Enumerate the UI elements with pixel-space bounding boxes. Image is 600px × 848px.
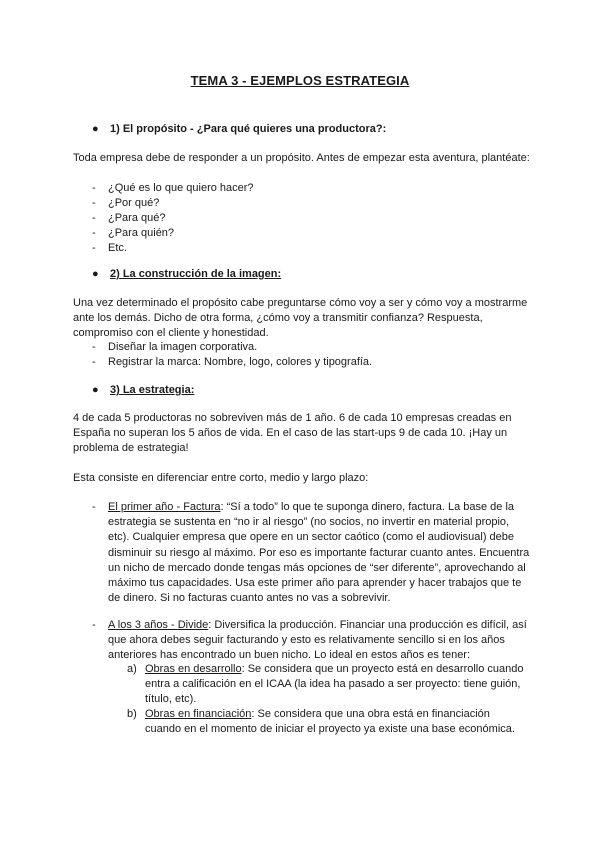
bullet-icon: ●: [92, 268, 99, 280]
section-2-intro: Una vez determinado el propósito cabe preguntarse cómo voy a ser y cómo voy a mostrarme ante los demás. Dicho de otra forma, ¿cómo voy a transmitir confianza? Respuesta, compromiso con el cliente y honestidad.: [73, 297, 528, 340]
sub-item-label: Obras en desarrollo: [145, 663, 242, 675]
list-item: - Registrar la marca: Nombre, logo, colores y tipografía.: [92, 356, 373, 368]
sub-item-label: Obras en financiación: [145, 708, 252, 720]
list-item: - Etc.: [92, 242, 127, 254]
list-item: - ¿Para quién?: [92, 227, 175, 239]
document-title: TEMA 3 - EJEMPLOS ESTRATEGIA: [190, 73, 410, 88]
section-1-intro: Toda empresa debe de responder a un propósito. Antes de empezar esta aventura, plantéate:: [73, 152, 530, 164]
section-3-paragraph-2: Esta consiste en diferenciar entre corto, medio y largo plazo:: [73, 472, 369, 484]
section-3-paragraph-1: 4 de cada 5 productoras no sobreviven más de 1 año. 6 de cada 10 empresas creadas en España no superan los 5 años de vida. En el caso de las start-ups 9 de cada 10. ¡Hay un problema de estrategia!: [73, 412, 512, 455]
list-item: - Diseñar la imagen corporativa.: [92, 341, 258, 353]
list-item: - ¿Para qué?: [92, 212, 166, 224]
sub-item-b: b) Obras en financiación: Se considera que una obra está en financiación cuando en el momento de iniciar el proyecto ya existe una base económica.: [127, 708, 515, 736]
bullet-icon: ●: [92, 384, 99, 396]
list-item: - ¿Qué es lo que quiero hacer?: [92, 182, 254, 194]
bullet-icon: ●: [92, 123, 99, 135]
strategy-item-three-years: - A los 3 años - Divide: Diversifica la producción. Financiar una producción es difícil, así que ahora debes seguir facturando y esto es relativamente sencillo si en los años anteriores has encontrado un buen nicho. Lo ideal en estos años es tener:: [92, 619, 527, 662]
strategy-item-label: El primer año - Factura: [108, 501, 221, 513]
strategy-item-first-year: - El primer año - Factura: “Sí a todo” lo que te suponga dinero, factura. La base de la estrategia se sustenta en “no ir al riesgo” (no socios, no invertir en material propio, etc). Cualquier empresa que opere en un sector caótico (como el audiovisual) debe disminuir su riesgo al máximo. Por eso es importante facturar cuanto antes. Encuentra un nicho de mercado donde tengas más opciones de “ser diferente”, aprovechando al máximo tus capacidades. Usa este primer año para aprender y hacer trabajos que te de dinero. Si no facturas cuanto antes no vas a sobrevivir.: [92, 501, 530, 605]
section-1-heading: ● 1) El propósito - ¿Para qué quieres una productora?:: [92, 123, 387, 135]
section-2-heading: ● 2) La construcción de la imagen:: [92, 268, 282, 280]
list-item: - ¿Por qué?: [92, 197, 160, 209]
section-3-heading: ● 3) La estrategia:: [92, 384, 195, 396]
sub-item-a: a) Obras en desarrollo: Se considera que un proyecto está en desarrollo cuando entra a calificación en el ICAA (la idea ha pasado a ser proyecto: tiene guión, título, etc).: [127, 663, 524, 706]
strategy-item-label: A los 3 años - Divide: [108, 619, 209, 631]
